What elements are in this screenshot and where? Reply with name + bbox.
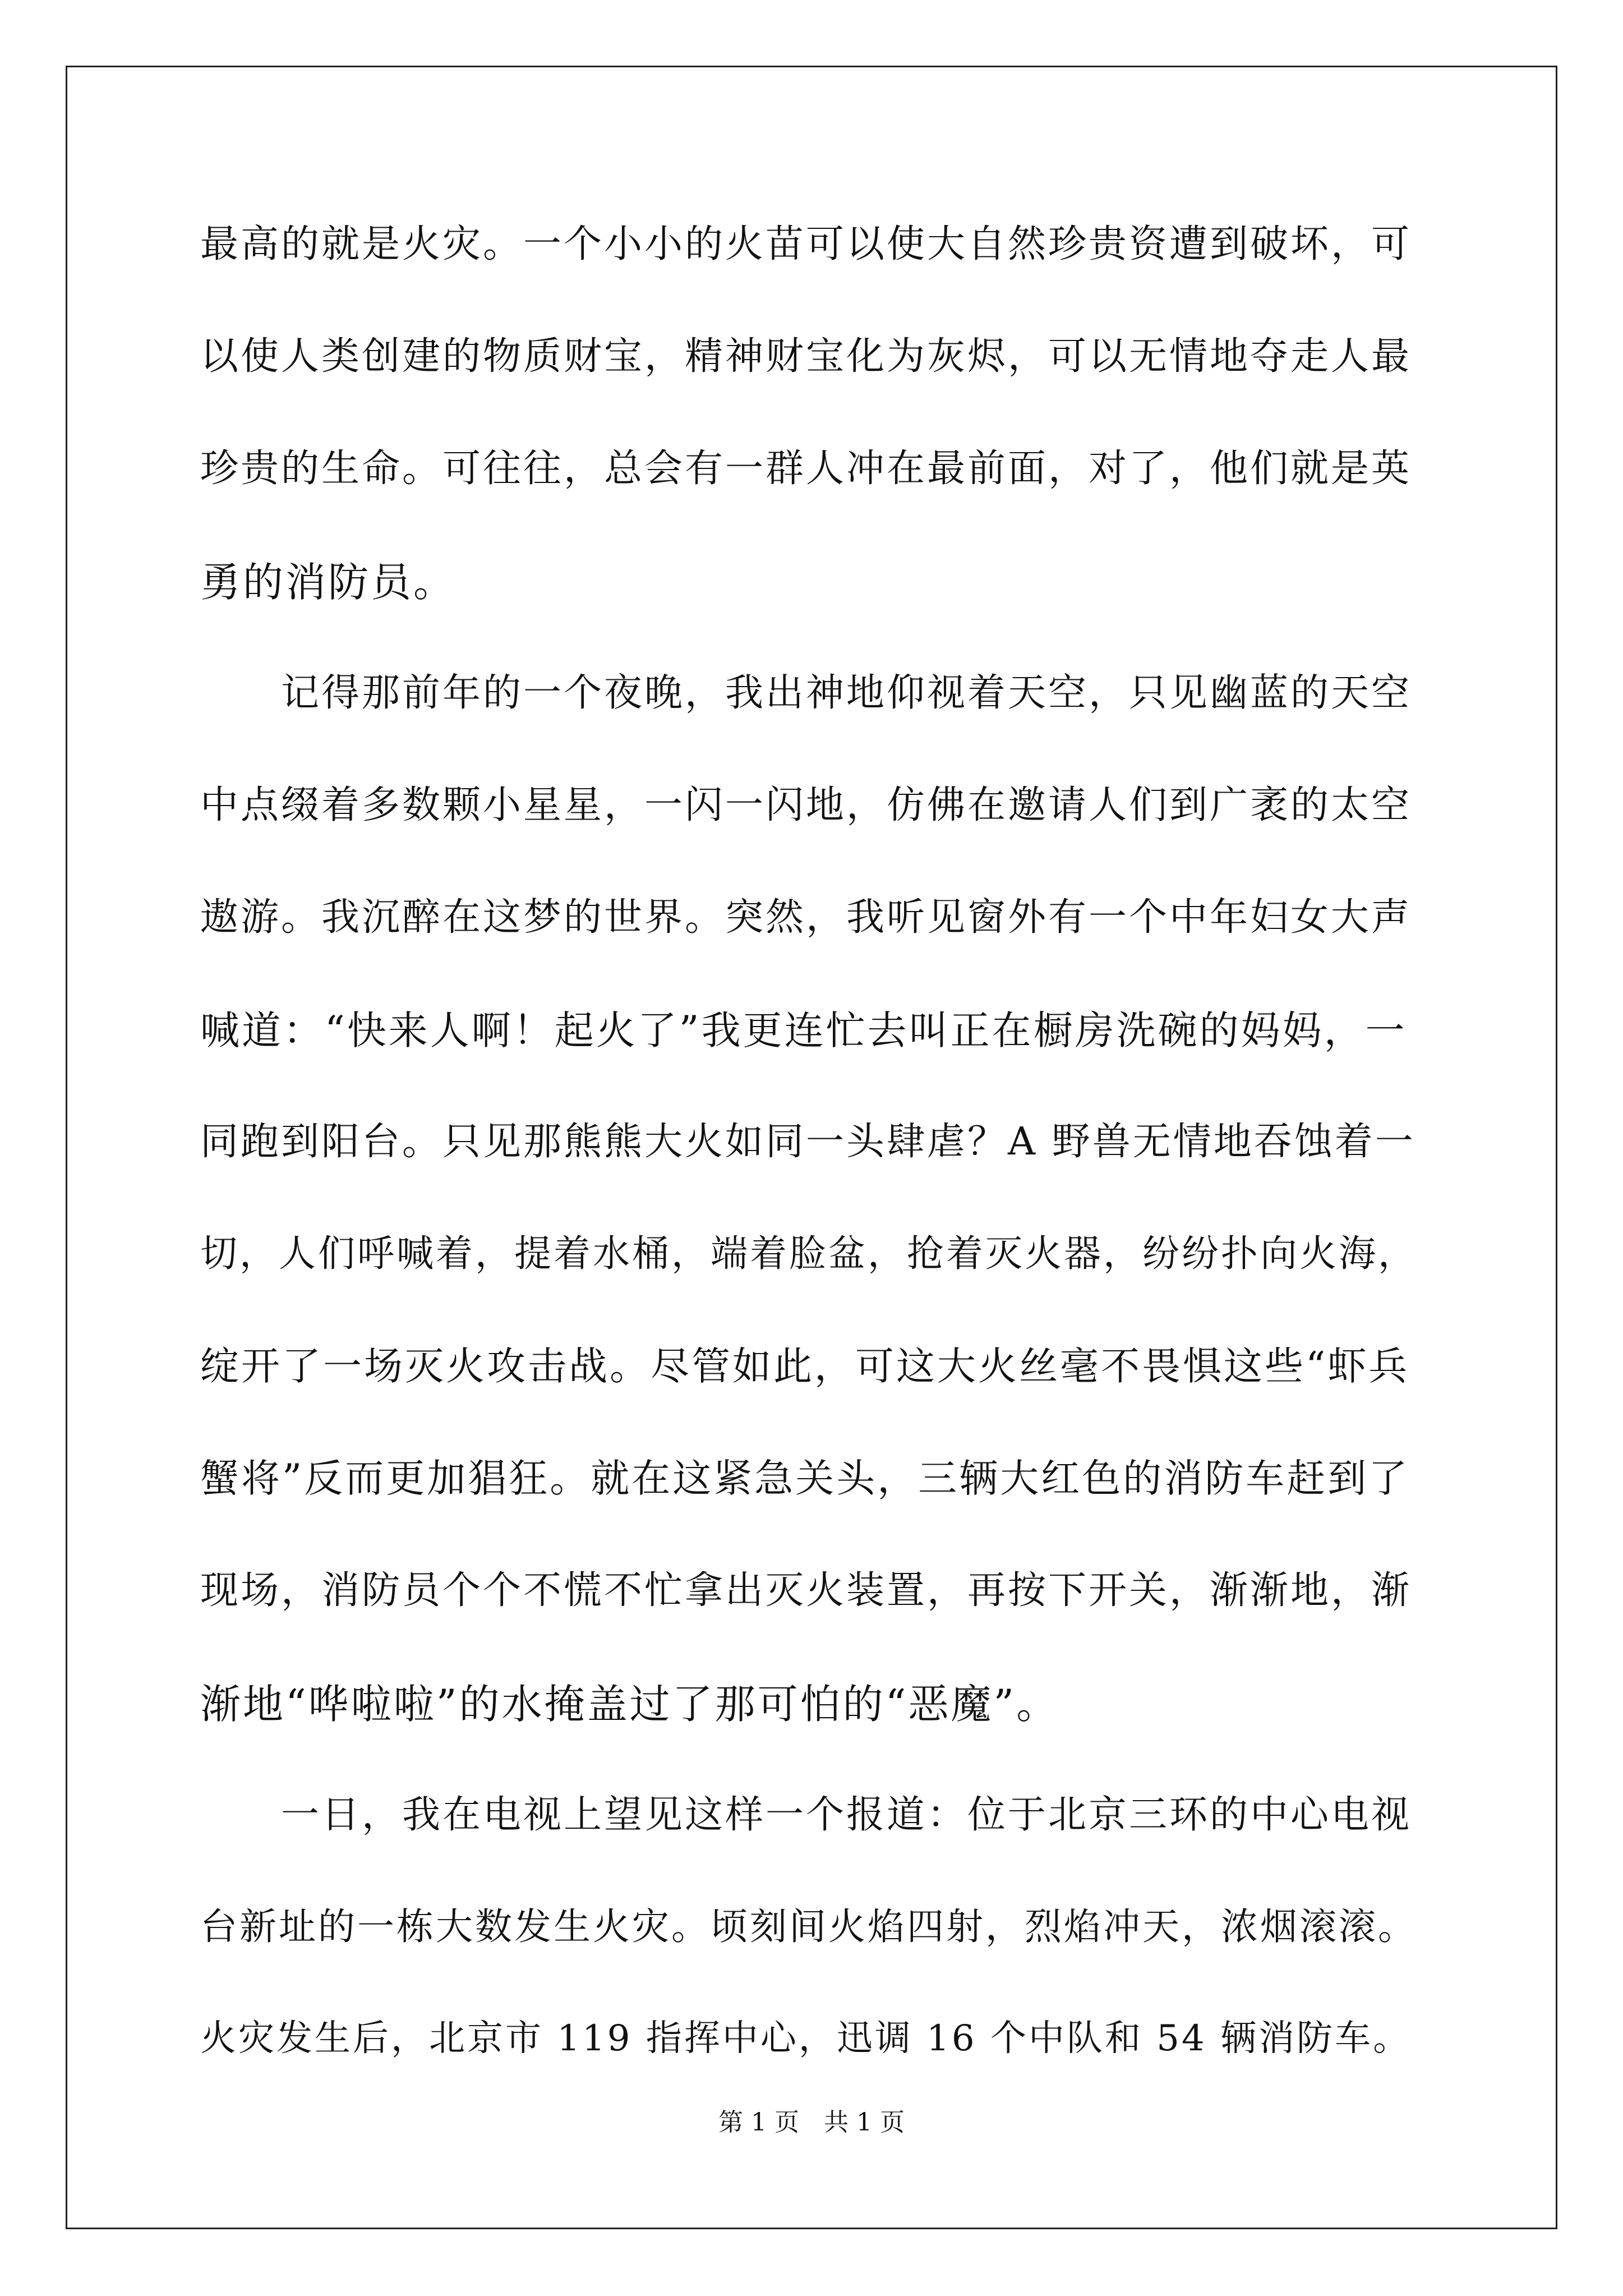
- text-line: 以使人类创建的物质财宝，精神财宝化为灰烬，可以无情地夺走人最: [200, 334, 1412, 379]
- text-line: 蟹将”反而更加猖狂。就在这紧急关头，三辆大红色的消防车赶到了: [200, 1456, 1410, 1501]
- text-line: 渐地“哗啦啦”的水掩盖过了那可怕的“恶魔”。: [200, 1681, 1059, 1728]
- text-line: 火灾发生后，北京市 119 指挥中心，迅调 16 个中队和 54 辆消防车。: [200, 2018, 1412, 2059]
- text-line: 现场，消防员个个不慌不忙拿出灭火装置，再按下开关，渐渐地，渐: [200, 1568, 1412, 1613]
- text-line: 一日，我在电视上望见这样一个报道：位于北京三环的中心电视: [200, 1793, 1412, 1837]
- text-line: 珍贵的生命。可往往，总会有一群人冲在最前面，对了，他们就是英: [200, 447, 1412, 491]
- text-line: 绽开了一场灭火攻击战。尽管如此，可这大火丝毫不畏惧这些“虾兵: [200, 1344, 1410, 1389]
- page-footer: 第 1 页 共 1 页: [718, 2108, 905, 2137]
- text-line: 最高的就是火灾。一个小小的火苗可以使大自然珍贵资遭到破坏，可: [200, 222, 1412, 266]
- text-line: 记得那前年的一个夜晚，我出神地仰视着天空，只见幽蓝的天空: [200, 671, 1412, 715]
- text-line: 同跑到阳台。只见那熊熊大火如同一头肆虐？A 野兽无情地吞蚀着一: [200, 1120, 1415, 1164]
- text-line: 中点缀着多数颗小星星，一闪一闪地，仿佛在邀请人们到广袤的太空: [200, 783, 1412, 827]
- text-line: 台新址的一栋大数发生火灾。顷刻间火焰四射，烈焰冲天，浓烟滚滚。: [200, 1905, 1417, 1948]
- text-line: 喊道：“快来人啊！起火了”我更连忙去叫正在橱房洗碗的妈妈，一: [200, 1007, 1407, 1053]
- text-line: 遨游。我沉醉在这梦的世界。突然，我听见窗外有一个中年妇女大声: [200, 895, 1412, 940]
- text-line: 切，人们呼喊着，提着水桶，端着脸盆，抢着灭火器，纷纷扑向火海，: [200, 1232, 1417, 1275]
- text-line: 勇的消防员。: [200, 559, 457, 606]
